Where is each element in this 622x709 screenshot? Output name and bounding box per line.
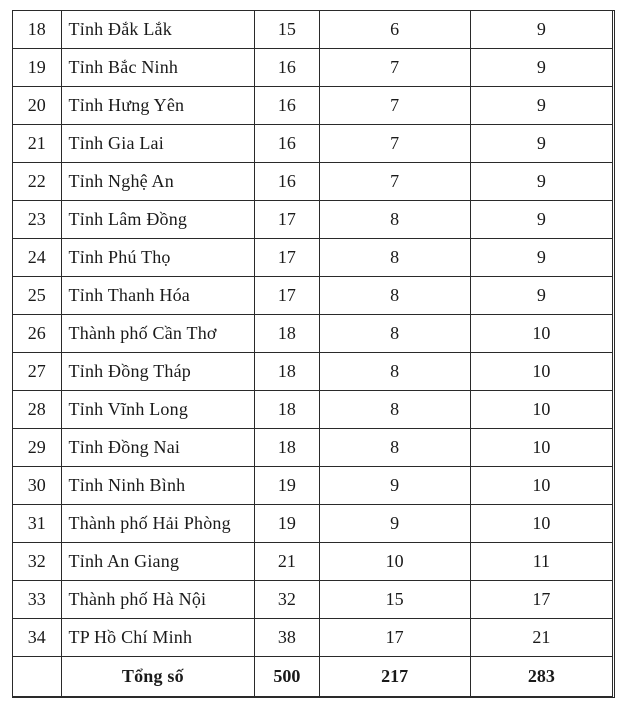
- row-index: 33: [13, 581, 62, 619]
- column-3-count: 10: [470, 505, 612, 543]
- row-index: 28: [13, 391, 62, 429]
- row-index: 20: [13, 87, 62, 125]
- column-2-count: 9: [319, 467, 470, 505]
- column-3-count: 9: [470, 49, 612, 87]
- total-count: 16: [255, 49, 319, 87]
- locality-name: Thành phố Cần Thơ: [61, 315, 255, 353]
- column-2-count: 8: [319, 429, 470, 467]
- locality-name: Tỉnh Bắc Ninh: [61, 49, 255, 87]
- row-index: 18: [13, 11, 62, 49]
- locality-name: Thành phố Hà Nội: [61, 581, 255, 619]
- row-index: 22: [13, 163, 62, 201]
- column-3-total: 283: [470, 657, 612, 697]
- column-2-count: 6: [319, 11, 470, 49]
- locality-name: Tỉnh Vĩnh Long: [61, 391, 255, 429]
- row-index: 23: [13, 201, 62, 239]
- column-3-count: 9: [470, 201, 612, 239]
- table-row: [13, 239, 613, 277]
- locality-name: Tỉnh Đắk Lắk: [61, 11, 255, 49]
- column-2-count: 9: [319, 505, 470, 543]
- locality-name: TP Hồ Chí Minh: [61, 619, 255, 657]
- total-count: 15: [255, 11, 319, 49]
- table-row: [13, 391, 613, 429]
- column-2-count: 7: [319, 87, 470, 125]
- row-index: 31: [13, 505, 62, 543]
- total-count: 17: [255, 201, 319, 239]
- locality-name: Tỉnh Nghệ An: [61, 163, 255, 201]
- total-row-index: [13, 657, 62, 697]
- row-index: 32: [13, 543, 62, 581]
- total-count: 21: [255, 543, 319, 581]
- row-index: 25: [13, 277, 62, 315]
- locality-name: Tỉnh Thanh Hóa: [61, 277, 255, 315]
- locality-name: Tỉnh Lâm Đồng: [61, 201, 255, 239]
- table-row: [13, 163, 613, 201]
- column-3-count: 9: [470, 87, 612, 125]
- table-row: [13, 125, 613, 163]
- locality-name: Tỉnh Ninh Bình: [61, 467, 255, 505]
- table-row: [13, 543, 613, 581]
- column-2-count: 17: [319, 619, 470, 657]
- column-3-count: 10: [470, 353, 612, 391]
- table-row: [13, 87, 613, 125]
- row-index: 29: [13, 429, 62, 467]
- table-row: [13, 315, 613, 353]
- locality-name: Thành phố Hải Phòng: [61, 505, 255, 543]
- locality-name: Tỉnh Hưng Yên: [61, 87, 255, 125]
- total-count: 17: [255, 239, 319, 277]
- column-3-count: 10: [470, 429, 612, 467]
- total-count: 16: [255, 163, 319, 201]
- total-count: 16: [255, 125, 319, 163]
- column-2-count: 7: [319, 125, 470, 163]
- column-2-count: 8: [319, 239, 470, 277]
- table-row: [13, 581, 613, 619]
- row-index: 21: [13, 125, 62, 163]
- column-2-count: 8: [319, 353, 470, 391]
- total-count: 16: [255, 87, 319, 125]
- locality-name: Tỉnh Đồng Nai: [61, 429, 255, 467]
- table-row: [13, 49, 613, 87]
- column-2-count: 8: [319, 315, 470, 353]
- total-count: 19: [255, 505, 319, 543]
- column-2-count: 7: [319, 163, 470, 201]
- locality-name: Tỉnh An Giang: [61, 543, 255, 581]
- row-index: 34: [13, 619, 62, 657]
- column-2-count: 8: [319, 277, 470, 315]
- total-count: 18: [255, 429, 319, 467]
- allocation-table-sheet: [12, 10, 615, 698]
- column-3-count: 11: [470, 543, 612, 581]
- row-index: 26: [13, 315, 62, 353]
- column-3-count: 9: [470, 277, 612, 315]
- column-2-count: 8: [319, 201, 470, 239]
- column-3-count: 21: [470, 619, 612, 657]
- column-3-count: 17: [470, 581, 612, 619]
- total-count: 18: [255, 315, 319, 353]
- row-index: 27: [13, 353, 62, 391]
- table-row: [13, 277, 613, 315]
- total-label: Tổng số: [61, 657, 255, 697]
- table-row: [13, 11, 613, 49]
- table-row: [13, 201, 613, 239]
- total-count: 18: [255, 391, 319, 429]
- column-3-count: 9: [470, 125, 612, 163]
- grand-total: 500: [255, 657, 319, 697]
- locality-name: Tỉnh Đồng Tháp: [61, 353, 255, 391]
- column-2-count: 10: [319, 543, 470, 581]
- table-row: [13, 429, 613, 467]
- column-3-count: 10: [470, 467, 612, 505]
- total-row: [13, 657, 613, 697]
- table-row: [13, 505, 613, 543]
- column-2-total: 217: [319, 657, 470, 697]
- allocation-table: [12, 10, 613, 697]
- row-index: 24: [13, 239, 62, 277]
- table-row: [13, 467, 613, 505]
- table-row: [13, 619, 613, 657]
- locality-name: Tỉnh Gia Lai: [61, 125, 255, 163]
- column-3-count: 9: [470, 11, 612, 49]
- row-index: 19: [13, 49, 62, 87]
- column-3-count: 10: [470, 315, 612, 353]
- total-count: 32: [255, 581, 319, 619]
- row-index: 30: [13, 467, 62, 505]
- total-count: 38: [255, 619, 319, 657]
- column-2-count: 8: [319, 391, 470, 429]
- total-count: 19: [255, 467, 319, 505]
- column-3-count: 9: [470, 163, 612, 201]
- column-2-count: 7: [319, 49, 470, 87]
- locality-name: Tỉnh Phú Thọ: [61, 239, 255, 277]
- column-3-count: 9: [470, 239, 612, 277]
- column-2-count: 15: [319, 581, 470, 619]
- table-row: [13, 353, 613, 391]
- total-count: 18: [255, 353, 319, 391]
- column-3-count: 10: [470, 391, 612, 429]
- table-body: [13, 11, 613, 697]
- total-count: 17: [255, 277, 319, 315]
